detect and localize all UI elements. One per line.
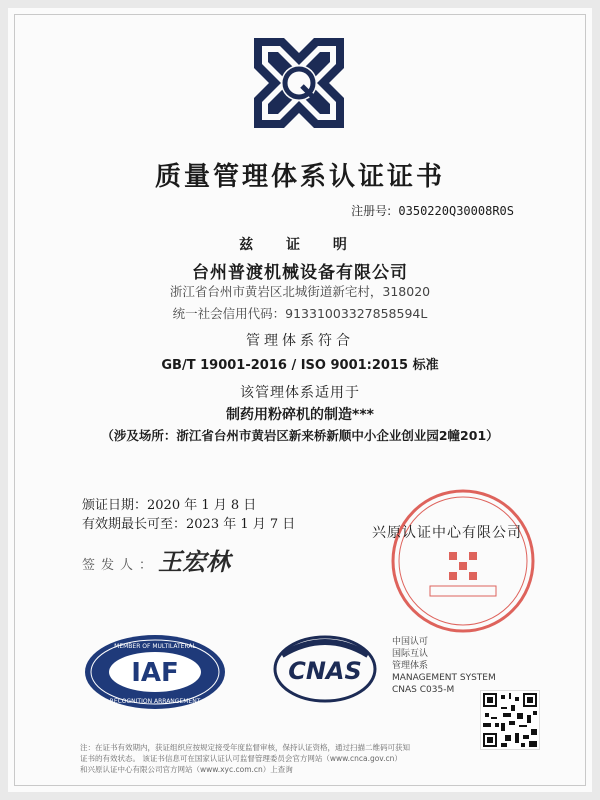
cnas-logo-icon <box>272 635 378 703</box>
registration-value: 0350220Q30008R0S <box>398 204 514 218</box>
issue-date: 颁证日期：2020 年 1 月 8 日 <box>82 498 257 513</box>
date-block <box>82 496 295 534</box>
qr-code-icon[interactable] <box>480 690 540 750</box>
iaf-arc-top: MEMBER OF MULTILATERAL <box>114 643 196 650</box>
certificate <box>8 8 592 792</box>
iaf-logo-icon <box>84 634 226 710</box>
cnas-description <box>392 636 496 696</box>
cnas-line: MANAGEMENT SYSTEM <box>392 673 496 683</box>
standard-text: GB/T 19001-2016 / ISO 9001:2015 标准 <box>161 358 439 373</box>
signer-label: 签发人： <box>82 558 159 573</box>
footnote-line: 和兴原认证中心有限公司官方网站（www.xyc.com.cn）上查询 <box>80 765 293 774</box>
cnas-line: 管理体系 <box>392 661 429 671</box>
registration-number <box>351 202 514 219</box>
footnote-line: 注：在证书有效期内，获证组织应按规定接受年度监督审核，保持认证资格，通过扫描二维码可获知 <box>80 743 410 752</box>
official-seal-icon <box>388 486 538 636</box>
footnote-line: 证书的有效状态。 该证书信息可在国家认证认可监督管理委员会官方网站（www.cnca.gov.cn） <box>80 754 402 763</box>
issuing-body: 兴原认证中心有限公司 <box>372 525 522 541</box>
iaf-arc-bottom: RECOGNITION ARRANGEMENT <box>109 698 201 705</box>
certification-logo-icon <box>254 38 344 128</box>
registration-label: 注册号: <box>351 204 392 218</box>
cnas-line: 中国认可 <box>392 637 429 647</box>
cnas-line: 国际互认 <box>392 649 429 659</box>
valid-until: 有效期最长可至：2023 年 1 月 7 日 <box>82 517 296 532</box>
footnote <box>80 742 470 775</box>
company-name: 台州普渡机械设备有限公司 <box>192 263 408 283</box>
signature: 王宏林 <box>158 547 230 576</box>
certificate-title: 质量管理体系认证证书 <box>154 162 445 192</box>
company-address: 浙江省台州市黄岩区北城街道新宅村，318020 <box>169 284 431 299</box>
scope-text: 制药用粉碎机的制造*** <box>226 407 374 423</box>
applies-text: 该管理体系适用于 <box>240 385 360 401</box>
credit-code: 统一社会信用代码：91331003327858594L <box>172 306 428 321</box>
conformity-text: 管理体系符合 <box>246 333 354 349</box>
iaf-letters: IAF <box>131 658 179 688</box>
site-text: （涉及场所：浙江省台州市黄岩区新来桥新顺中小企业创业园2幢201） <box>101 428 499 443</box>
certify-heading: 兹 证 明 <box>239 237 361 253</box>
cnas-letters: CNAS <box>288 657 362 685</box>
signer-row <box>82 554 158 573</box>
cnas-line: CNAS C035-M <box>392 685 455 695</box>
